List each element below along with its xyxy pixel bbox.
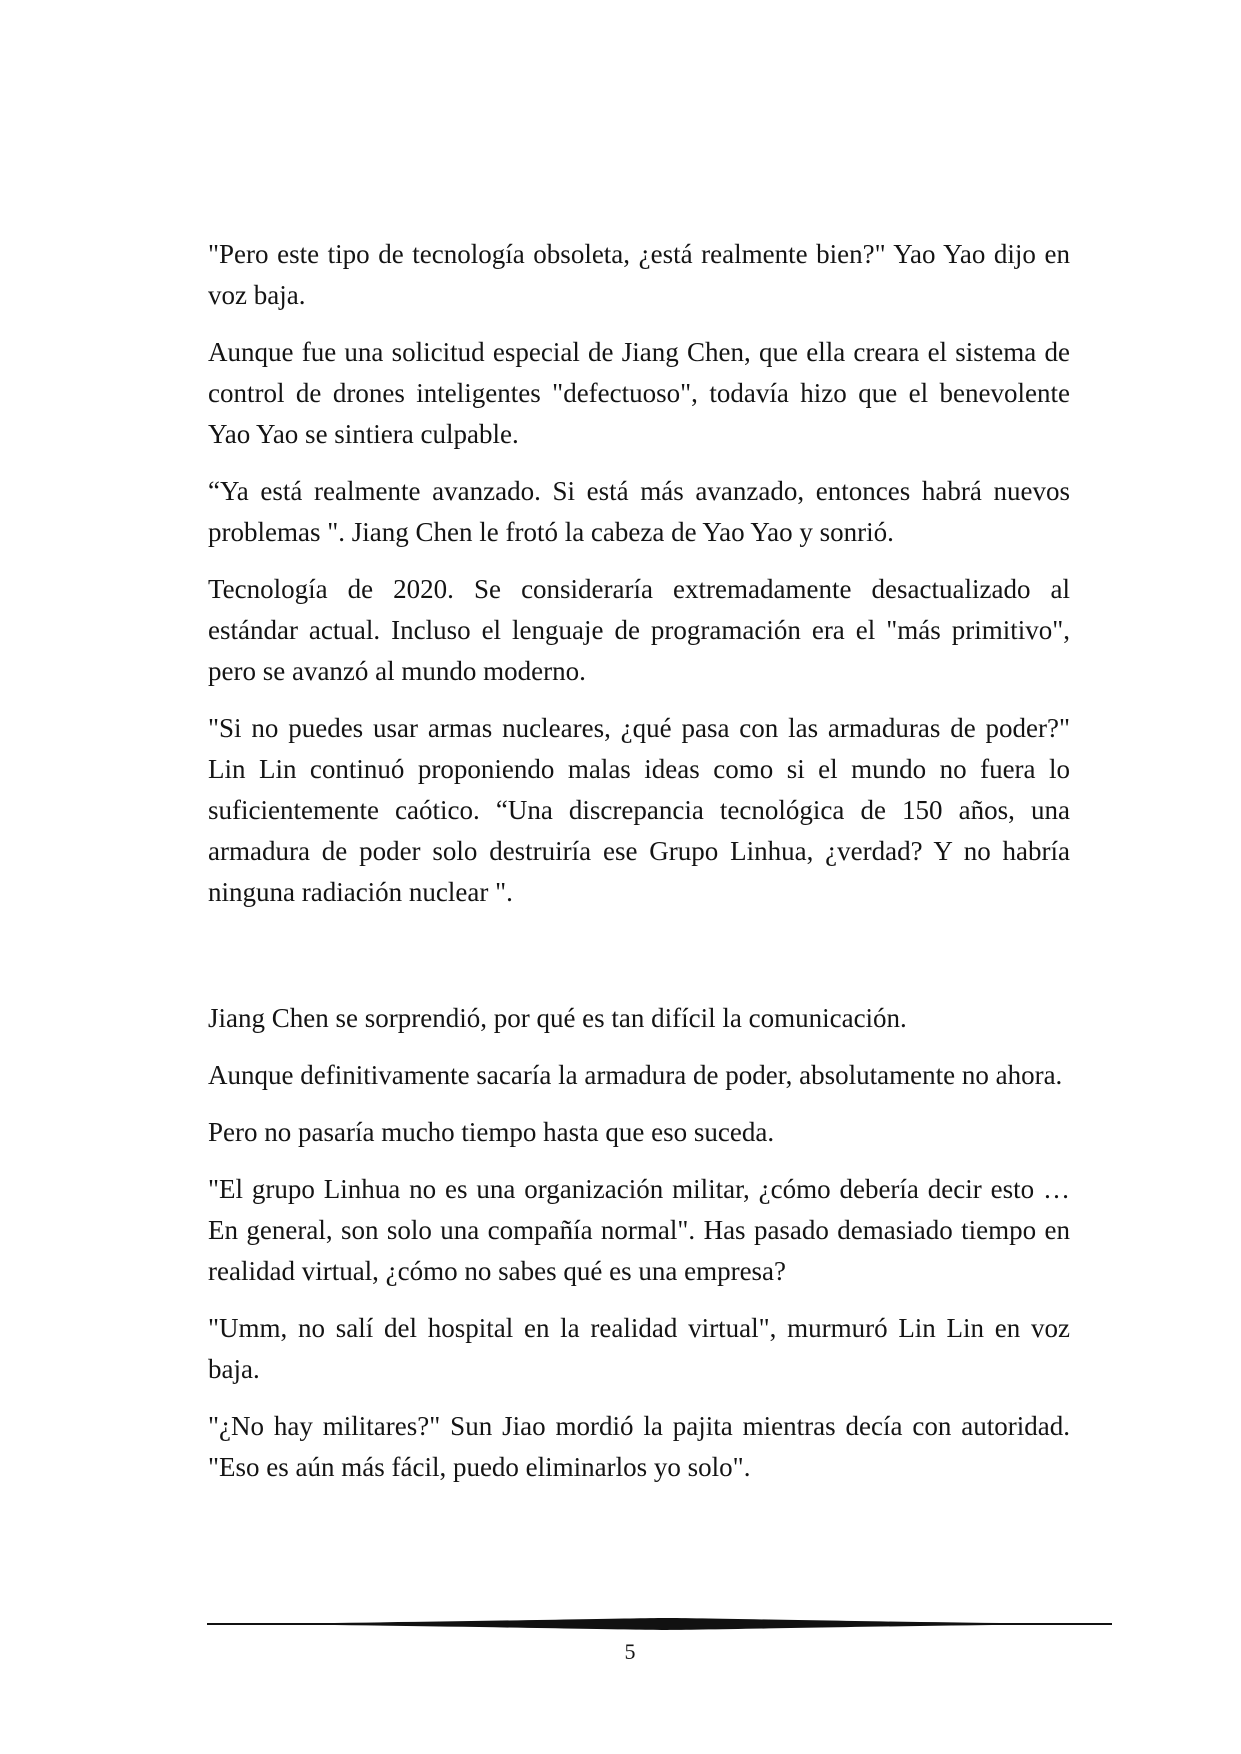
paragraph: "Pero este tipo de tecnología obsoleta, ¿está realmente bien?" Yao Yao dijo en voz baja. (208, 239, 1070, 310)
paragraph: "El grupo Linhua no es una organización militar, ¿cómo debería decir esto … En general, son solo una compañía normal". Has pasado demasiado tiempo en realidad virtual, ¿cómo no sabes qué es una empresa? (208, 1174, 1070, 1286)
text-section-one (208, 234, 1070, 929)
paragraph: "Si no puedes usar armas nucleares, ¿qué pasa con las armaduras de poder?" Lin Lin continuó proponiendo malas ideas como si el mundo no fuera lo suficientemente caótico. “Una discrepancia tecnológica de 150 años, una armadura de poder solo destruiría ese Grupo Linhua, ¿verdad? Y no habría ninguna radiación nuclear ". (208, 713, 1070, 907)
paragraph: Aunque fue una solicitud especial de Jiang Chen, que ella creara el sistema de control de drones inteligentes "defectuoso", todavía hizo que el benevolente Yao Yao se sintiera culpable. (208, 337, 1070, 449)
paragraph: “Ya está realmente avanzado. Si está más avanzado, entonces habrá nuevos problemas ". Jiang Chen le frotó la cabeza de Yao Yao y sonrió. (208, 476, 1070, 547)
text-section-two (208, 998, 1070, 1504)
paragraph: Aunque definitivamente sacaría la armadura de poder, absolutamente no ahora. (208, 1060, 1063, 1090)
paragraph: "Umm, no salí del hospital en la realidad virtual", murmuró Lin Lin en voz baja. (208, 1313, 1070, 1384)
footer-divider (207, 1617, 1112, 1631)
paragraph: Pero no pasaría mucho tiempo hasta que eso suceda. (208, 1117, 775, 1147)
paragraph: Tecnología de 2020. Se consideraría extremadamente desactualizado al estándar actual. Incluso el lenguaje de programación era el "más primitivo", pero se avanzó al mundo moderno. (208, 574, 1070, 686)
page-number: 5 (624, 1639, 636, 1664)
paragraph: "¿No hay militares?" Sun Jiao mordió la pajita mientras decía con autoridad. "Eso es aún más fácil, puedo eliminarlos yo solo". (208, 1411, 1070, 1482)
paragraph: Jiang Chen se sorprendió, por qué es tan difícil la comunicación. (208, 1003, 907, 1033)
